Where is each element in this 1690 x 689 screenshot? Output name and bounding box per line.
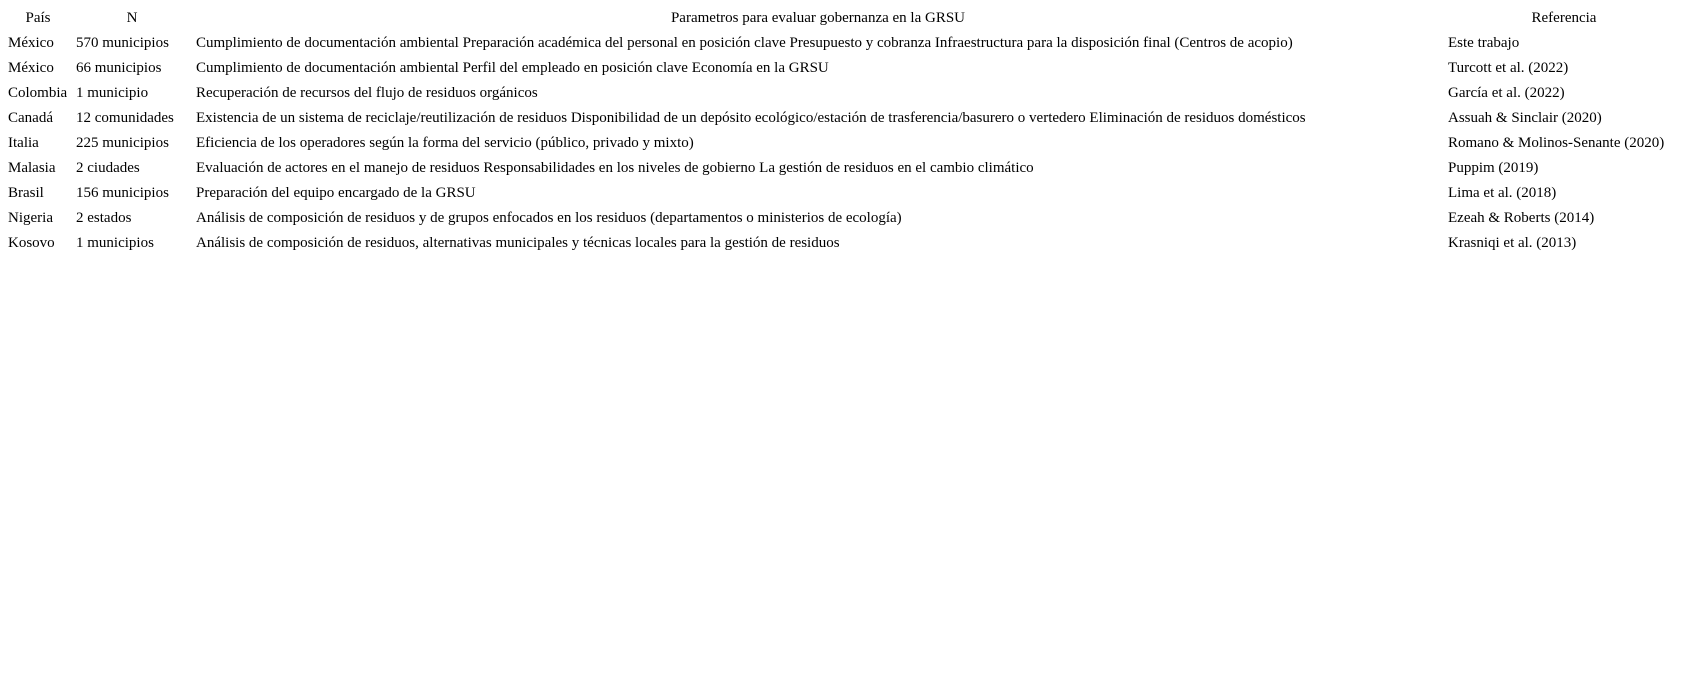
parameters-cell: Análisis de composición de residuos y de grupos enfocados en los residuos (departamentos o ministerios de ecología) [196, 210, 902, 226]
table-row [4, 156, 1684, 181]
header-referencia: Referencia [1531, 10, 1597, 26]
country-cell: Canadá [8, 110, 53, 126]
reference-cell: Lima et al. (2018) [1448, 185, 1557, 201]
parameters-cell: Cumplimiento de documentación ambiental Preparación académica del personal en posición clave Presupuesto y cobranza Infraestructura para la disposición final (Centros de acopio) [196, 35, 1293, 51]
header-row [4, 6, 1684, 31]
reference-cell: Ezeah & Roberts (2014) [1448, 210, 1595, 226]
reference-cell: Romano & Molinos-Senante (2020) [1448, 135, 1665, 151]
parameters-cell: Eficiencia de los operadores según la forma del servicio (público, privado y mixto) [196, 135, 694, 151]
country-cell: México [8, 35, 54, 51]
n-cell: 1 municipios [76, 235, 154, 251]
country-cell: Italia [8, 135, 39, 151]
table-row [4, 231, 1684, 256]
parameters-cell: Preparación del equipo encargado de la GRSU [196, 185, 476, 201]
governance-parameters-table [4, 6, 1684, 256]
table-row [4, 81, 1684, 106]
header-pais: País [25, 10, 51, 26]
reference-cell: García et al. (2022) [1448, 85, 1565, 101]
reference-cell: Assuah & Sinclair (2020) [1448, 110, 1602, 126]
header-n: N [126, 10, 138, 26]
n-cell: 2 ciudades [76, 160, 140, 176]
table-row [4, 131, 1684, 156]
table-row [4, 31, 1684, 56]
n-cell: 1 municipio [76, 85, 149, 101]
country-cell: Brasil [8, 185, 44, 201]
header-parametros: Parametros para evaluar gobernanza en la GRSU [670, 10, 966, 26]
parameters-cell: Análisis de composición de residuos, alternativas municipales y técnicas locales para la gestión de residuos [196, 235, 840, 251]
parameters-cell: Evaluación de actores en el manejo de residuos Responsabilidades en los niveles de gobierno La gestión de residuos en el cambio climático [196, 160, 1034, 176]
table-row [4, 106, 1684, 131]
reference-cell: Turcott et al. (2022) [1448, 60, 1569, 76]
table-row [4, 56, 1684, 81]
n-cell: 225 municipios [76, 135, 169, 151]
parameters-cell: Existencia de un sistema de reciclaje/reutilización de residuos Disponibilidad de un depósito ecológico/estación de trasferencia/basurero o vertedero Eliminación de residuos domésticos [196, 110, 1306, 126]
parameters-cell: Cumplimiento de documentación ambiental Perfil del empleado en posición clave Economía en la GRSU [196, 60, 829, 76]
table-row [4, 181, 1684, 206]
country-cell: México [8, 60, 54, 76]
n-cell: 12 comunidades [76, 110, 174, 126]
n-cell: 66 municipios [76, 60, 162, 76]
n-cell: 570 municipios [76, 35, 169, 51]
reference-cell: Este trabajo [1448, 35, 1520, 51]
country-cell: Malasia [8, 160, 56, 176]
n-cell: 156 municipios [76, 185, 169, 201]
table-row [4, 206, 1684, 231]
country-cell: Colombia [8, 85, 68, 101]
reference-cell: Puppim (2019) [1448, 160, 1539, 176]
n-cell: 2 estados [76, 210, 132, 226]
reference-cell: Krasniqi et al. (2013) [1448, 235, 1577, 251]
country-cell: Kosovo [8, 235, 55, 251]
country-cell: Nigeria [8, 210, 53, 226]
parameters-cell: Recuperación de recursos del flujo de residuos orgánicos [196, 85, 538, 101]
